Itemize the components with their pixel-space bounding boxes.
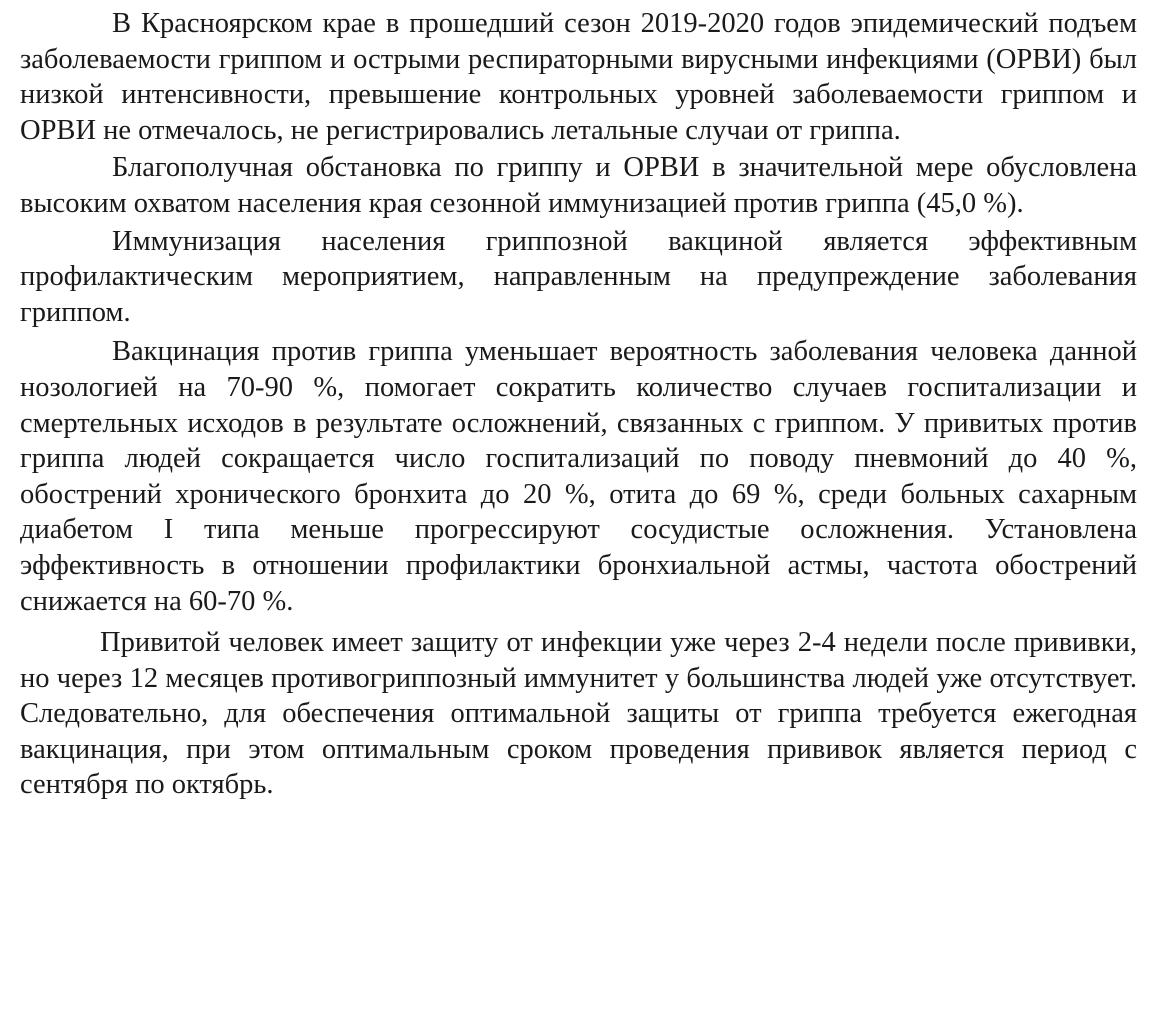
paragraph-immunization: Иммунизация населения гриппозной вакциной является эффективным профилактическим мероприятием, направленным на предупреждение заболевания гриппом. xyxy=(20,225,1137,328)
paragraph-protection-timing: Привитой человек имеет защиту от инфекции уже через 2-4 недели после прививки, но через 12 месяцев противогриппозный иммунитет у большинства людей уже отсутствует. Следовательно, для обеспечения оптимальной защиты от гриппа требуется ежегодная вакцинация, при этом оптимальным сроком проведения прививок является период с сентября по октябрь. xyxy=(20,627,1137,801)
paragraph-epidemic-season: В Красноярском крае в прошедший сезон 2019-2020 годов эпидемический подъем заболеваемости гриппом и острыми респираторными вирусными инфекциями (ОРВИ) был низкой интенсивности, превышение контрольных уровней заболеваемости гриппом и ОРВИ не отмечалось, не регистрировались летальные случаи от гриппа. xyxy=(20,8,1137,146)
paragraph-vaccination-effect: Вакцинация против гриппа уменьшает вероятность заболевания человека данной нозологией на 70-90 %, помогает сократить количество случаев госпитализации и смертельных исходов в результате осложнений, связанных с гриппом. У привитых против гриппа людей сокращается число госпитализаций по поводу пневмоний до 40 %, обострений хронического бронхита до 20 %, отита до 69 %, среди больных сахарным диабетом I типа меньше прогрессируют сосудистые осложнения. Установлена эффективность в отношении профилактики бронхиальной астмы, частота обострений снижается на 60-70 %. xyxy=(20,336,1137,617)
paragraph-favorable-situation: Благополучная обстановка по гриппу и ОРВИ в значительной мере обусловлена высоким охватом населения края сезонной иммунизацией против гриппа (45,0 %). xyxy=(20,152,1137,219)
